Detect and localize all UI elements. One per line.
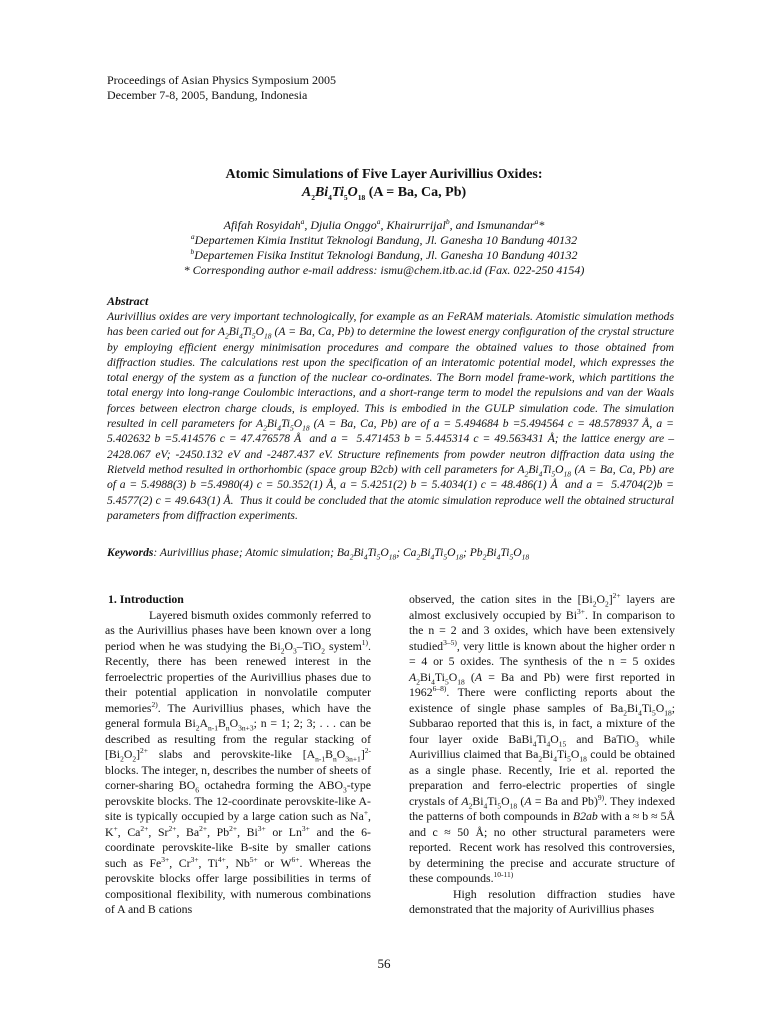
- abstract-heading: Abstract: [107, 294, 149, 308]
- paper-title: [0, 166, 768, 202]
- intro-paragraph-1: Layered bismuth oxides commonly referred to as the Aurivillius phases have been known over a long period when he was studying the $Bi_2O_3-TiO_2$ system$^{1)}$. Recently, there has been renewed interest in the ferroelectric properties of the Aurivillius phases due to their potential application in nonvolatile computer memories$^{2)}$. The Aurivillius phases, which have the general formula $Bi_2A_{n-1}B_nO_{3n+3}$; n = 1; 2; 3; . . . can be described as resulting from the regular stacking of $[Bi_2O_2]^{2+}$ slabs and perovskite-like $[A_{n-1}B_nO_{3n+1}]^{2-}$ blocks. The integer, n, describes the number of sheets of corner-sharing $BO_6$ octahedra forming the $ABO_3$-type perovskite blocks. The 12-coordinate perovskite-like A-site is typically occupied by a large cation such as Na+, K+, $Ca^{2+}$, $Sr^{2+}$, $Ba^{2+}$, $Pb^{2+}$, $Bi^{3+}$ or $Ln^{3+}$ and the 6-coordinate perovskite-like B-site by smaller cations such as $Fe^{3+}$, $Cr^{3+}$, $Ti^{4+}$, $Nb^{5+}$ or $W^{6+}$. Whereas the perovskite blocks offer large possibilities in terms of compositional flexibility, with numerous combinations of A and B cations: [105, 607, 371, 916]
- proceedings-date: December 7-8, 2005, Bandung, Indonesia: [107, 88, 308, 102]
- page-number: 56: [377, 956, 391, 971]
- corresponding-author: * Corresponding author e-mail address: ismu@chem.itb.ac.id (Fax. 022-250 4154): [183, 263, 585, 277]
- left-column: [105, 592, 371, 918]
- proceedings-title: Proceedings of Asian Physics Symposium 2005: [107, 73, 337, 87]
- right-column: [409, 592, 675, 918]
- proceedings-header: [107, 73, 336, 103]
- paper-title-line1: Atomic Simulations of Five Layer Aurivillius Oxides:: [225, 167, 543, 182]
- author-block: [0, 218, 768, 278]
- author-names: Afifah Rosyidah$^a$, Djulia Onggo$^a$, Khairurrijal$^b$, and Ismunandar$^a$*: [223, 217, 545, 232]
- section-heading-introduction: 1. Introduction: [108, 592, 184, 606]
- intro-paragraph-3: High resolution diffraction studies have demonstrated that the majority of Aurivillius phases: [409, 886, 675, 916]
- intro-paragraph-2: observed, the cation sites in the $[Bi_2O_2]^{2+}$ layers are almost exclusively occupied by $Bi^{3+}$. In comparison to the n = 2 and 3 oxides, which have been extensively studied$^{3-5)}$, very little is known about the higher order n = 4 or 5 oxides. The synthesis of the n = 5 oxides $A_2Bi_4Ti_5O_{18}$ (A = Ba and Pb) were first reported in 1962$^{6-8)}$. There were conflicting reports about the existence of single phase samples of $Ba_2Bi_4Ti_5O_{18}$; Subbarao reported that this is, in fact, a mixture of the four layer oxide $BaBi_4Ti_4O_{15}$ and BaTiO$_3$ while Aurivillius claimed that $Ba_2Bi_4Ti_5O_{18}$ could be obtained as a single phase. Recently, Irie et al. reported the preparation and ferro-electric properties of single crystals of $A_2Bi_4Ti_5O_{18}$ (A = Ba and Pb)$^{9)}$. They indexed the patterns of both compounds in B2ab with a ≈ b ≈ 5Å and c ≈ 50 Å; no other structural parameters were reported. Recent work has resolved this controversies, by determining the precise and accurate structure of these compounds.$^{10-11)}$: [409, 591, 675, 885]
- keywords-text: : Aurivillius phase; Atomic simulation; $Ba_2Bi_4Ti_5O_{18}$; $Ca_2Bi_4Ti_5O_{18}$; $Pb_2Bi_4Ti_5O_{18}$: [153, 546, 530, 562]
- keywords-label: Keywords: [107, 546, 154, 559]
- abstract-body: Aurivillius oxides are very important technologically, for example as an FeRAM materials. Atomistic simulation methods has been caried out for $A_2Bi_4Ti_5O_{18}$ (A = Ba, Ca, Pb) to determine the lowest energy configuration of the crystal structure by employing efficient energy minimisation procedures and compare the obtained values to those obtained from diffraction studies. The calculations rest upon the specification of an interatomic potential model, which expresses the total energy of the system as a function of the nuclear co-ordinates. The Born model frame-work, which partitions the total energy into long-range Coulombic interactions, and a short-range term to model the repulsions and van der Waals forces between electron charge clouds, is employed. This is embodied in the GULP simulation code. The simulation resulted in cell parameters for $A_2Bi_4Ti_5O_{18}$ (A = Ba, Ca, Pb) are of a = 5.494684 b =5.494564 c = 48.578937 Å, a = 5.402632 b =5.414576 c = 47.476578 Å and a = 5.471453 b = 5.445314 c = 49.563431 Å; the lattice energy are –2428.067 eV; -2450.132 eV and -2487.437 eV. Structure refinements from powder neutron diffraction data using the Rietveld method resulted in orthorhombic (space group B2cb) with cell parameters for $A_2Bi_4Ti_5O_{18}$ (A = Ba, Ca, Pb) are of a = 5.4988(3) b =5.4980(4) c = 50.352(1) Å, a = 5.4251(2) b = 5.4034(1) c = 48.486(1) Å and a = 5.4704(2)b = 5.4577(2) c = 49.643(1) Å. Thus it could be concluded that the atomic simulation reproduce well the obtained structural parameters from diffraction experiments.: [107, 310, 674, 522]
- paper-title-line2: $A_2Bi_4Ti_5O_{18}$ (A = Ba, Ca, Pb): [301, 185, 467, 202]
- affiliation-a: $^a$Departemen Kimia Institut Teknologi Bandung, Jl. Ganesha 10 Bandung 40132: [190, 232, 578, 247]
- affiliation-b: $^b$Departemen Fisika Institut Teknologi Bandung, Jl. Ganesha 10 Bandung 40132: [190, 247, 578, 262]
- keywords-line: [107, 545, 674, 560]
